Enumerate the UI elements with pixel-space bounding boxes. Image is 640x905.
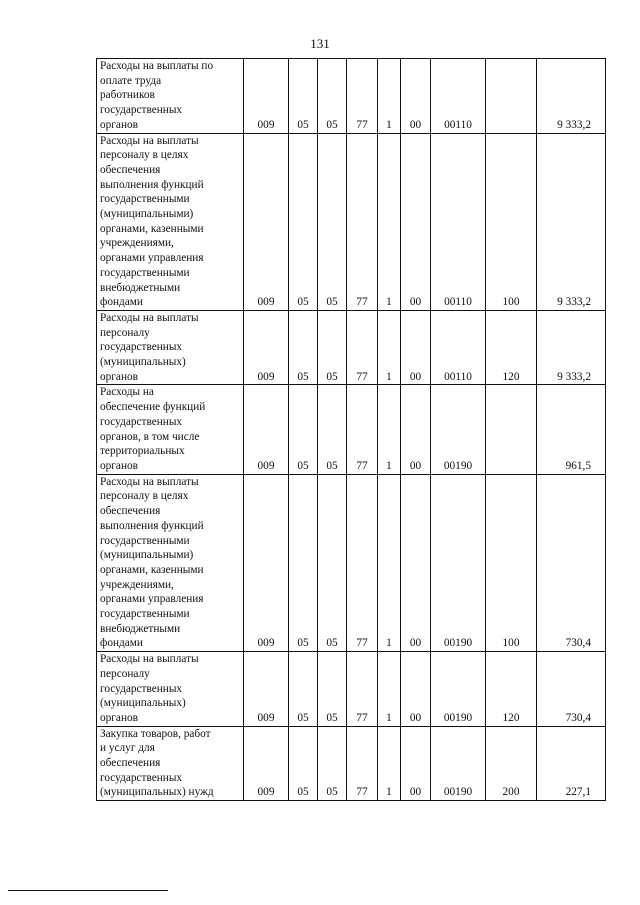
- expense-type-code: 120: [486, 652, 537, 727]
- amount: 961,5: [537, 385, 606, 474]
- direction-code: 00190: [431, 474, 486, 651]
- section-code: 05: [289, 133, 318, 310]
- direction-code: 00190: [431, 385, 486, 474]
- program-code: 77: [347, 310, 378, 385]
- direction-code: 00110: [431, 59, 486, 134]
- group-code: 00: [401, 310, 431, 385]
- ministry-code: 009: [244, 474, 289, 651]
- amount: 9 333,2: [537, 133, 606, 310]
- expense-name: Расходы на выплаты персоналу государственных (муниципальных) органов: [97, 652, 244, 727]
- amount: 730,4: [537, 474, 606, 651]
- subsection-code: 05: [318, 59, 347, 134]
- amount: 730,4: [537, 652, 606, 727]
- expense-type-code: [486, 59, 537, 134]
- subprogram-code: 1: [378, 133, 401, 310]
- section-code: 05: [289, 310, 318, 385]
- expense-name: Расходы на выплаты по оплате труда работников государственных органов: [97, 59, 244, 134]
- expense-type-code: 120: [486, 310, 537, 385]
- direction-code: 00190: [431, 652, 486, 727]
- group-code: 00: [401, 726, 431, 801]
- ministry-code: 009: [244, 310, 289, 385]
- budget-table-body: [97, 59, 606, 801]
- subprogram-code: 1: [378, 474, 401, 651]
- program-code: 77: [347, 385, 378, 474]
- program-code: 77: [347, 652, 378, 727]
- ministry-code: 009: [244, 133, 289, 310]
- subsection-code: 05: [318, 133, 347, 310]
- table-row: [97, 59, 606, 134]
- footnote-divider: [8, 890, 168, 891]
- table-row: [97, 385, 606, 474]
- expense-name: Закупка товаров, работ и услуг для обеспечения государственных (муниципальных) нужд: [97, 726, 244, 801]
- amount: 9 333,2: [537, 310, 606, 385]
- expense-type-code: [486, 385, 537, 474]
- group-code: 00: [401, 652, 431, 727]
- page-number: 131: [310, 36, 330, 51]
- subprogram-code: 1: [378, 385, 401, 474]
- table-row: [97, 310, 606, 385]
- subprogram-code: 1: [378, 310, 401, 385]
- section-code: 05: [289, 385, 318, 474]
- subsection-code: 05: [318, 385, 347, 474]
- expense-name: Расходы на выплаты персоналу государственных (муниципальных) органов: [97, 310, 244, 385]
- expense-type-code: 100: [486, 133, 537, 310]
- subsection-code: 05: [318, 726, 347, 801]
- ministry-code: 009: [244, 652, 289, 727]
- budget-table: [96, 58, 606, 801]
- amount: 227,1: [537, 726, 606, 801]
- table-row: [97, 474, 606, 651]
- table-row: [97, 652, 606, 727]
- subprogram-code: 1: [378, 59, 401, 134]
- table-row: [97, 133, 606, 310]
- section-code: 05: [289, 652, 318, 727]
- program-code: 77: [347, 59, 378, 134]
- ministry-code: 009: [244, 385, 289, 474]
- program-code: 77: [347, 474, 378, 651]
- expense-type-code: 100: [486, 474, 537, 651]
- section-code: 05: [289, 726, 318, 801]
- ministry-code: 009: [244, 59, 289, 134]
- subsection-code: 05: [318, 310, 347, 385]
- expense-type-code: 200: [486, 726, 537, 801]
- program-code: 77: [347, 133, 378, 310]
- ministry-code: 009: [244, 726, 289, 801]
- table-row: [97, 726, 606, 801]
- section-code: 05: [289, 59, 318, 134]
- amount: 9 333,2: [537, 59, 606, 134]
- subprogram-code: 1: [378, 652, 401, 727]
- group-code: 00: [401, 474, 431, 651]
- expense-name: Расходы на выплаты персоналу в целях обеспечения выполнения функций государственными (муниципальными) органами, казенными учреждениями, органами управления государственными внебюджетными фондами: [97, 133, 244, 310]
- direction-code: 00110: [431, 133, 486, 310]
- subprogram-code: 1: [378, 726, 401, 801]
- direction-code: 00110: [431, 310, 486, 385]
- direction-code: 00190: [431, 726, 486, 801]
- group-code: 00: [401, 59, 431, 134]
- subsection-code: 05: [318, 652, 347, 727]
- expense-name: Расходы на обеспечение функций государственных органов, в том числе территориальных органов: [97, 385, 244, 474]
- section-code: 05: [289, 474, 318, 651]
- expense-name: Расходы на выплаты персоналу в целях обеспечения выполнения функций государственными (муниципальными) органами, казенными учреждениями, органами управления государственными внебюджетными фондами: [97, 474, 244, 651]
- group-code: 00: [401, 133, 431, 310]
- subsection-code: 05: [318, 474, 347, 651]
- group-code: 00: [401, 385, 431, 474]
- program-code: 77: [347, 726, 378, 801]
